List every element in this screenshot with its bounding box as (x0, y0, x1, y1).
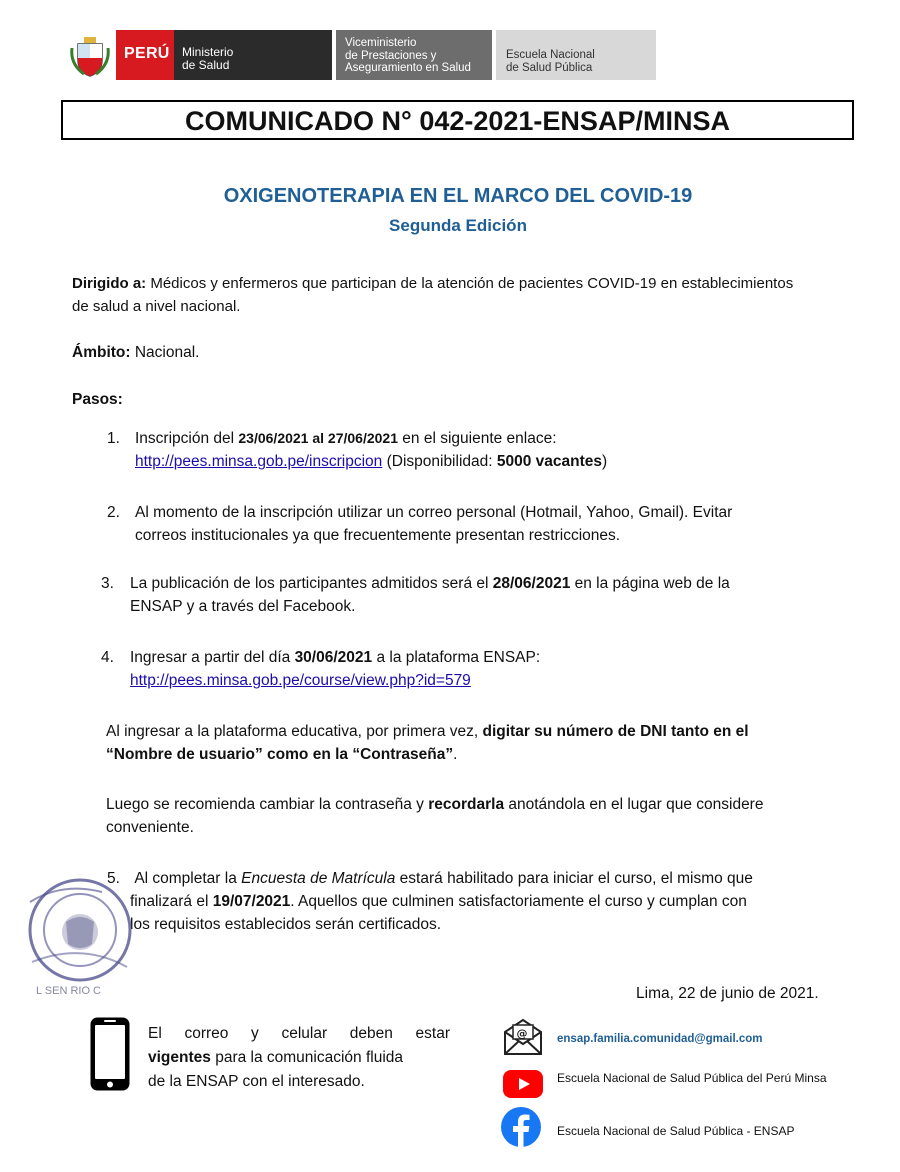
svg-text:@: @ (516, 1027, 528, 1040)
title-box (61, 100, 854, 140)
contact-youtube[interactable]: Escuela Nacional de Salud Pública del Perú Minsa (557, 1071, 827, 1085)
step-5-number: 5. (107, 870, 120, 887)
official-seal-stamp (22, 872, 134, 998)
peru-label: PERÚ (124, 45, 170, 62)
step-4-number: 4. (101, 649, 114, 666)
contact-email[interactable]: ensap.familia.comunidad@gmail.com (557, 1033, 763, 1045)
step-3: La publicación de los participantes admitidos será el 28/06/2021 en la página web de la ENSAP y a través del Facebook. (130, 575, 730, 615)
pasos-label: Pasos: (72, 391, 123, 408)
course-title: OXIGENOTERAPIA EN EL MARCO DEL COVID-19 (223, 185, 693, 207)
email-icon (502, 1016, 544, 1056)
step-2: Al momento de la inscripción utilizar un correo personal (Hotmail, Yahoo, Gmail). Evitar correos institucionales ya que frecuentemente presentan restricciones. (135, 504, 733, 544)
step-1-number: 1. (107, 430, 120, 447)
step-4: Ingresar a partir del día 30/06/2021 a la plataforma ENSAP: http://pees.minsa.gob.pe/course/view.php?id=579 (130, 649, 541, 689)
viceministerio-label: Viceministerio de Prestaciones y Aseguramiento en Salud (345, 37, 471, 74)
step-3-number: 3. (101, 575, 114, 592)
password-paragraph: Luego se recomienda cambiar la contraseña y recordarla anotándola en el lugar que considere conveniente. (106, 796, 764, 836)
step-1: Inscripción del 23/06/2021 al 27/06/2021 en el siguiente enlace: http://pees.minsa.gob.pe/inscripcion (Disponibilidad: 5000 vacantes) (135, 430, 608, 470)
facebook-icon (500, 1106, 542, 1148)
header-logos (70, 30, 656, 80)
ministerio-label: Ministerio de Salud (182, 45, 234, 72)
ambito-paragraph: Ámbito: Nacional. (72, 344, 200, 361)
phone-note: El correo y celular deben estar vigentes para la comunicación fluida de la ENSAP con el interesado. (148, 1025, 450, 1090)
date-place: Lima, 22 de junio de 2021. (636, 985, 819, 1002)
dirigido-paragraph: Dirigido a: Médicos y enfermeros que participan de la atención de pacientes COVID-19 en establecimientos de salud a nivel nacional. (72, 275, 794, 315)
svg-text:L SEN RIO C: L SEN RIO C (36, 985, 101, 997)
step-2-number: 2. (107, 504, 120, 521)
step-5: Al completar la Encuesta de Matrícula estará habilitado para iniciar el curso, el mismo que finalizará el 19/07/2021. Aquellos que culminen satisfactoriamente el curso y cumplan con los requisitos establecidos serán certificados. (130, 870, 753, 933)
youtube-icon (502, 1068, 544, 1100)
course-link[interactable]: http://pees.minsa.gob.pe/course/view.php?id=579 (130, 672, 471, 689)
inscripcion-link[interactable]: http://pees.minsa.gob.pe/inscripcion (135, 453, 383, 470)
peru-coat-of-arms-icon (70, 34, 110, 78)
contact-facebook[interactable]: Escuela Nacional de Salud Pública - ENSAP (557, 1124, 795, 1138)
mobile-phone-icon (89, 1016, 131, 1092)
edition-label: Segunda Edición (389, 216, 527, 235)
document-title: COMUNICADO N° 042-2021-ENSAP/MINSA (185, 106, 730, 136)
dni-paragraph: Al ingresar a la plataforma educativa, por primera vez, digitar su número de DNI tanto en el “Nombre de usuario” como en la “Contraseña”. (106, 723, 749, 763)
escuela-label: Escuela Nacional de Salud Pública (506, 49, 595, 74)
